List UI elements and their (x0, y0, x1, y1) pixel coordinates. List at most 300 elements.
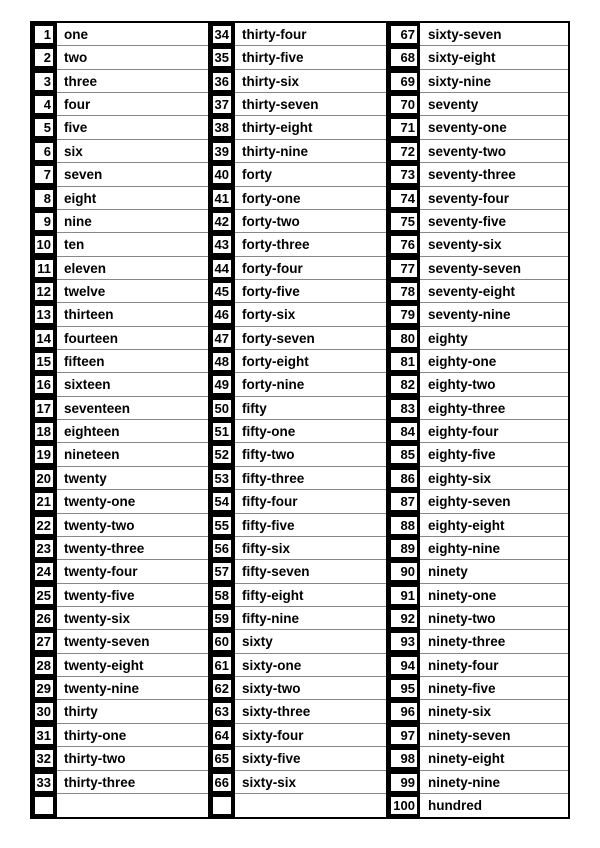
word-cell: forty-two (242, 213, 300, 229)
word-cell: seventy-nine (428, 307, 511, 323)
table-row (32, 677, 208, 700)
number-cell: 32 (36, 751, 51, 767)
word-cell: eighteen (64, 424, 120, 440)
number-cell: 82 (391, 376, 417, 393)
table-row (32, 140, 208, 163)
word-cell: sixty-nine (428, 73, 492, 89)
table-row (388, 23, 568, 46)
word-cell: eleven (64, 260, 107, 276)
table-row (210, 187, 386, 210)
word-cell: ninety-five (428, 681, 496, 697)
column-2 (208, 23, 386, 817)
table-row (388, 233, 568, 256)
number-cell: 63 (214, 704, 229, 720)
word-cell: thirty-seven (242, 97, 319, 113)
table-row (32, 794, 208, 817)
table-row (210, 163, 386, 186)
number-cell: 31 (36, 727, 51, 743)
number-cell: 81 (391, 353, 417, 370)
word-cell: ninety-nine (428, 774, 501, 790)
word-cell: fourteen (64, 330, 118, 346)
word-cell: forty-one (242, 190, 301, 206)
table-row (32, 350, 208, 373)
table-row (210, 607, 386, 630)
word-cell: twenty (64, 470, 107, 486)
word-cell: ten (64, 237, 85, 253)
word-cell: sixty-five (242, 751, 301, 767)
number-cell: 20 (36, 470, 51, 486)
number-cell: 2 (35, 49, 53, 66)
number-cell: 6 (35, 143, 53, 160)
word-cell: sixty (242, 634, 273, 650)
table-row (210, 327, 386, 350)
word-cell: thirty-five (242, 50, 304, 66)
number-cell: 16 (36, 377, 51, 393)
number-cell: 69 (391, 73, 417, 90)
word-cell: twenty-seven (64, 634, 150, 650)
number-cell: 23 (36, 540, 51, 556)
word-cell: twenty-one (64, 494, 136, 510)
table-row (32, 700, 208, 723)
word-cell: twenty-four (64, 564, 138, 580)
table-row (210, 373, 386, 396)
table-row (32, 654, 208, 677)
word-cell: eight (64, 190, 97, 206)
number-cell: 38 (214, 120, 229, 136)
number-cell: 56 (214, 540, 229, 556)
table-row (210, 70, 386, 93)
number-cell: 71 (391, 119, 417, 136)
number-cell (213, 797, 231, 814)
number-cell: 9 (35, 213, 53, 230)
table-row (32, 23, 208, 46)
table-row (32, 771, 208, 794)
number-cell: 74 (391, 190, 417, 207)
table-row (388, 630, 568, 653)
number-cell: 89 (391, 540, 417, 557)
table-row (210, 771, 386, 794)
word-cell: one (64, 27, 89, 42)
word-cell: sixty-six (242, 774, 297, 790)
table-row (388, 46, 568, 69)
number-cell: 87 (391, 493, 417, 510)
number-cell: 10 (36, 237, 51, 253)
word-cell: eighty-eight (428, 517, 505, 533)
table-row (32, 116, 208, 139)
table-row (210, 93, 386, 116)
number-cell: 26 (36, 611, 51, 626)
table-row (210, 747, 386, 770)
word-cell: ninety-six (428, 704, 492, 720)
number-cell: 51 (214, 424, 229, 440)
number-cell: 33 (36, 774, 51, 790)
table-row (210, 233, 386, 256)
number-cell: 44 (214, 260, 229, 276)
word-cell: seventy-four (428, 190, 510, 206)
number-cell: 5 (35, 119, 53, 136)
number-cell: 42 (214, 213, 229, 229)
word-cell: forty-eight (242, 354, 309, 370)
number-cell: 54 (214, 494, 229, 510)
word-cell: seventy-five (428, 213, 507, 229)
word-cell: eighty-one (428, 354, 497, 370)
number-cell: 65 (214, 751, 229, 767)
number-cell: 21 (36, 494, 51, 510)
number-cell: 66 (214, 774, 229, 790)
number-cell: 25 (36, 587, 51, 603)
word-cell: sixteen (64, 377, 111, 393)
table-row (388, 677, 568, 700)
word-cell: seventy (428, 97, 479, 113)
table-row (210, 560, 386, 583)
table-row (32, 70, 208, 93)
word-cell: thirty-three (64, 774, 136, 790)
table-row (32, 233, 208, 256)
table-row (32, 490, 208, 513)
table-row (210, 654, 386, 677)
table-row (32, 747, 208, 770)
table-row (32, 93, 208, 116)
number-cell: 93 (391, 633, 417, 650)
number-cell: 90 (391, 563, 417, 580)
table-row (388, 560, 568, 583)
table-row (388, 280, 568, 303)
number-cell: 19 (36, 447, 51, 463)
table-row (388, 467, 568, 490)
word-cell: ninety-three (428, 634, 506, 650)
table-row (210, 467, 386, 490)
word-cell: thirty-four (242, 27, 307, 42)
table-row (32, 537, 208, 560)
word-cell: six (64, 143, 83, 159)
word-cell: forty-six (242, 307, 296, 323)
number-cell: 84 (391, 423, 417, 440)
word-cell: ninety-two (428, 611, 496, 626)
number-cell: 39 (214, 143, 229, 159)
word-cell: sixty-seven (428, 27, 502, 42)
number-cell: 12 (36, 283, 51, 299)
table-row (388, 163, 568, 186)
table-row (210, 443, 386, 466)
word-cell: forty (242, 167, 272, 183)
number-cell: 47 (214, 330, 229, 346)
number-cell: 36 (214, 73, 229, 89)
table-row (32, 560, 208, 583)
number-cell: 92 (391, 610, 417, 627)
word-cell: thirty (64, 704, 98, 720)
table-row (388, 257, 568, 280)
word-cell: two (64, 50, 88, 66)
word-cell: seventy-three (428, 167, 516, 183)
word-cell: ninety-four (428, 657, 499, 673)
word-cell: fifty-five (242, 517, 295, 533)
word-cell: eighty-five (428, 447, 496, 463)
number-cell: 7 (35, 166, 53, 183)
word-cell: sixty-eight (428, 50, 496, 66)
number-cell: 94 (391, 657, 417, 674)
number-cell: 86 (391, 470, 417, 487)
word-cell: ninety-seven (428, 727, 511, 743)
number-cell: 45 (214, 283, 229, 299)
table-row (388, 747, 568, 770)
table-row (210, 584, 386, 607)
number-cell: 28 (36, 657, 51, 673)
table-row (210, 677, 386, 700)
word-cell: four (64, 97, 91, 113)
table-row (388, 537, 568, 560)
number-cell: 100 (391, 797, 417, 814)
word-cell: sixty-three (242, 704, 311, 720)
word-cell: seventeen (64, 400, 131, 416)
table-row (388, 584, 568, 607)
table-row (388, 70, 568, 93)
word-cell: nine (64, 213, 92, 229)
word-cell: ninety-one (428, 587, 497, 603)
word-cell: twenty-three (64, 540, 145, 556)
number-cell: 75 (391, 213, 417, 230)
table-row (388, 700, 568, 723)
number-cell: 11 (35, 260, 53, 277)
word-cell: thirty-six (242, 73, 300, 89)
word-cell: five (64, 120, 88, 136)
number-cell: 40 (214, 167, 229, 183)
word-cell: eighty-seven (428, 494, 511, 510)
number-cell: 80 (391, 330, 417, 347)
word-cell: seventy-six (428, 237, 502, 253)
word-cell: eighty (428, 330, 468, 346)
number-cell: 29 (36, 681, 51, 697)
word-cell: seven (64, 167, 103, 183)
word-cell: twenty-five (64, 587, 135, 603)
number-cell: 53 (214, 470, 229, 486)
column-1 (32, 23, 208, 817)
table-row (210, 397, 386, 420)
number-cell: 62 (214, 681, 229, 697)
number-cell: 98 (391, 750, 417, 767)
table-row (210, 210, 386, 233)
word-cell: eighty-two (428, 377, 496, 393)
word-cell: fifty (242, 400, 267, 416)
table-row (210, 303, 386, 326)
number-cell: 72 (391, 143, 417, 160)
number-cell: 95 (391, 680, 417, 697)
number-cell: 3 (35, 73, 53, 90)
table-row (210, 350, 386, 373)
table-row (32, 420, 208, 443)
number-cell: 15 (36, 354, 51, 370)
table-row (32, 630, 208, 653)
number-cell: 24 (36, 564, 51, 580)
number-cell: 78 (391, 283, 417, 300)
table-row (32, 467, 208, 490)
number-cell: 8 (35, 190, 53, 207)
number-cell: 37 (214, 97, 229, 113)
table-row (32, 46, 208, 69)
number-cell: 97 (391, 727, 417, 744)
number-cell: 70 (391, 96, 417, 113)
table-row (210, 116, 386, 139)
number-cell: 34 (214, 27, 229, 42)
number-cell: 4 (35, 96, 53, 113)
number-cell: 83 (391, 400, 417, 417)
table-row (32, 724, 208, 747)
number-cell: 91 (391, 587, 417, 604)
number-cell: 30 (36, 704, 51, 720)
word-cell: twenty-nine (64, 681, 140, 697)
table-row (32, 280, 208, 303)
number-cell: 14 (36, 330, 51, 346)
number-cell: 1 (35, 26, 53, 43)
table-row (388, 327, 568, 350)
word-cell: eighty-four (428, 424, 499, 440)
word-cell: thirteen (64, 307, 114, 323)
word-cell: seventy-one (428, 120, 507, 136)
number-cell: 99 (391, 774, 417, 791)
word-cell: eighty-six (428, 470, 492, 486)
word-cell: thirty-nine (242, 143, 308, 159)
table-row (32, 327, 208, 350)
word-cell: twenty-two (64, 517, 135, 533)
table-row (388, 116, 568, 139)
word-cell: fifty-six (242, 540, 291, 556)
table-row (32, 163, 208, 186)
word-cell: fifty-two (242, 447, 295, 463)
number-cell: 18 (36, 424, 51, 440)
table-row (388, 140, 568, 163)
word-cell: thirty-two (64, 751, 126, 767)
word-cell: sixty-one (242, 657, 302, 673)
number-cell: 59 (214, 611, 229, 626)
table-row (32, 397, 208, 420)
number-cell: 68 (391, 49, 417, 66)
word-cell: eighty-three (428, 400, 506, 416)
table-row (388, 724, 568, 747)
number-cell: 22 (36, 517, 51, 533)
number-cell: 13 (36, 307, 51, 323)
table-row (388, 794, 568, 817)
word-cell: forty-five (242, 283, 300, 299)
table-row (32, 607, 208, 630)
table-row (388, 514, 568, 537)
number-cell: 85 (391, 446, 417, 463)
table-row (32, 257, 208, 280)
number-cell: 76 (391, 236, 417, 253)
number-cell (35, 797, 53, 814)
number-cell: 17 (36, 400, 51, 416)
word-cell: thirty-one (64, 727, 127, 743)
word-cell: fifty-three (242, 470, 305, 486)
table-row (32, 514, 208, 537)
word-cell: nineteen (64, 447, 120, 463)
word-cell: hundred (428, 797, 482, 813)
word-cell: fifty-one (242, 424, 296, 440)
number-cell: 27 (36, 634, 51, 650)
word-cell: twenty-six (64, 611, 131, 626)
number-cell: 88 (391, 517, 417, 534)
column-3 (386, 23, 568, 817)
number-cell: 48 (214, 354, 229, 370)
word-cell: seventy-seven (428, 260, 522, 276)
table-row (388, 490, 568, 513)
table-row (388, 607, 568, 630)
number-cell: 77 (391, 260, 417, 277)
word-cell: twenty-eight (64, 657, 144, 673)
number-cell: 50 (214, 400, 229, 416)
number-cell: 61 (214, 657, 229, 673)
table-row (388, 397, 568, 420)
table-row (388, 210, 568, 233)
number-cell: 58 (214, 587, 229, 603)
number-cell: 43 (214, 237, 229, 253)
table-row (210, 490, 386, 513)
number-cell: 96 (391, 703, 417, 720)
table-row (388, 187, 568, 210)
word-cell: fifteen (64, 354, 105, 370)
number-cell: 49 (214, 377, 229, 393)
table-row (388, 93, 568, 116)
word-cell: sixty-two (242, 681, 301, 697)
table-row (32, 443, 208, 466)
word-cell: sixty-four (242, 727, 304, 743)
word-cell: ninety (428, 564, 468, 580)
number-cell: 55 (214, 517, 229, 533)
table-row (210, 280, 386, 303)
word-cell: fifty-four (242, 494, 298, 510)
number-cell: 46 (214, 307, 229, 323)
table-row (388, 654, 568, 677)
table-row (388, 350, 568, 373)
table-row (32, 584, 208, 607)
word-cell: eighty-nine (428, 540, 501, 556)
table-row (388, 771, 568, 794)
word-cell: forty-three (242, 237, 310, 253)
table-row (210, 724, 386, 747)
table-row (210, 257, 386, 280)
table-row (32, 210, 208, 233)
table-row (210, 537, 386, 560)
word-cell: fifty-seven (242, 564, 310, 580)
number-cell: 35 (214, 50, 229, 66)
number-cell: 64 (214, 727, 229, 743)
number-cell: 67 (391, 26, 417, 43)
table-row (210, 794, 386, 817)
word-cell: three (64, 73, 98, 89)
number-cell: 60 (214, 634, 229, 650)
table-row (210, 514, 386, 537)
table-row (210, 140, 386, 163)
table-row (388, 303, 568, 326)
table-row (388, 443, 568, 466)
word-cell: fifty-nine (242, 611, 299, 626)
number-cell: 41 (214, 190, 229, 206)
word-cell: forty-nine (242, 377, 305, 393)
table-row (32, 373, 208, 396)
table-row (32, 303, 208, 326)
table-row (32, 187, 208, 210)
word-cell: thirty-eight (242, 120, 313, 136)
table-row (210, 46, 386, 69)
word-cell: fifty-eight (242, 587, 304, 603)
table-row (210, 23, 386, 46)
table-row (388, 373, 568, 396)
word-cell: forty-seven (242, 330, 315, 346)
table-row (210, 630, 386, 653)
number-words-table (30, 21, 570, 819)
number-cell: 52 (214, 447, 229, 463)
number-cell: 73 (391, 166, 417, 183)
word-cell: forty-four (242, 260, 303, 276)
word-cell: seventy-eight (428, 283, 516, 299)
